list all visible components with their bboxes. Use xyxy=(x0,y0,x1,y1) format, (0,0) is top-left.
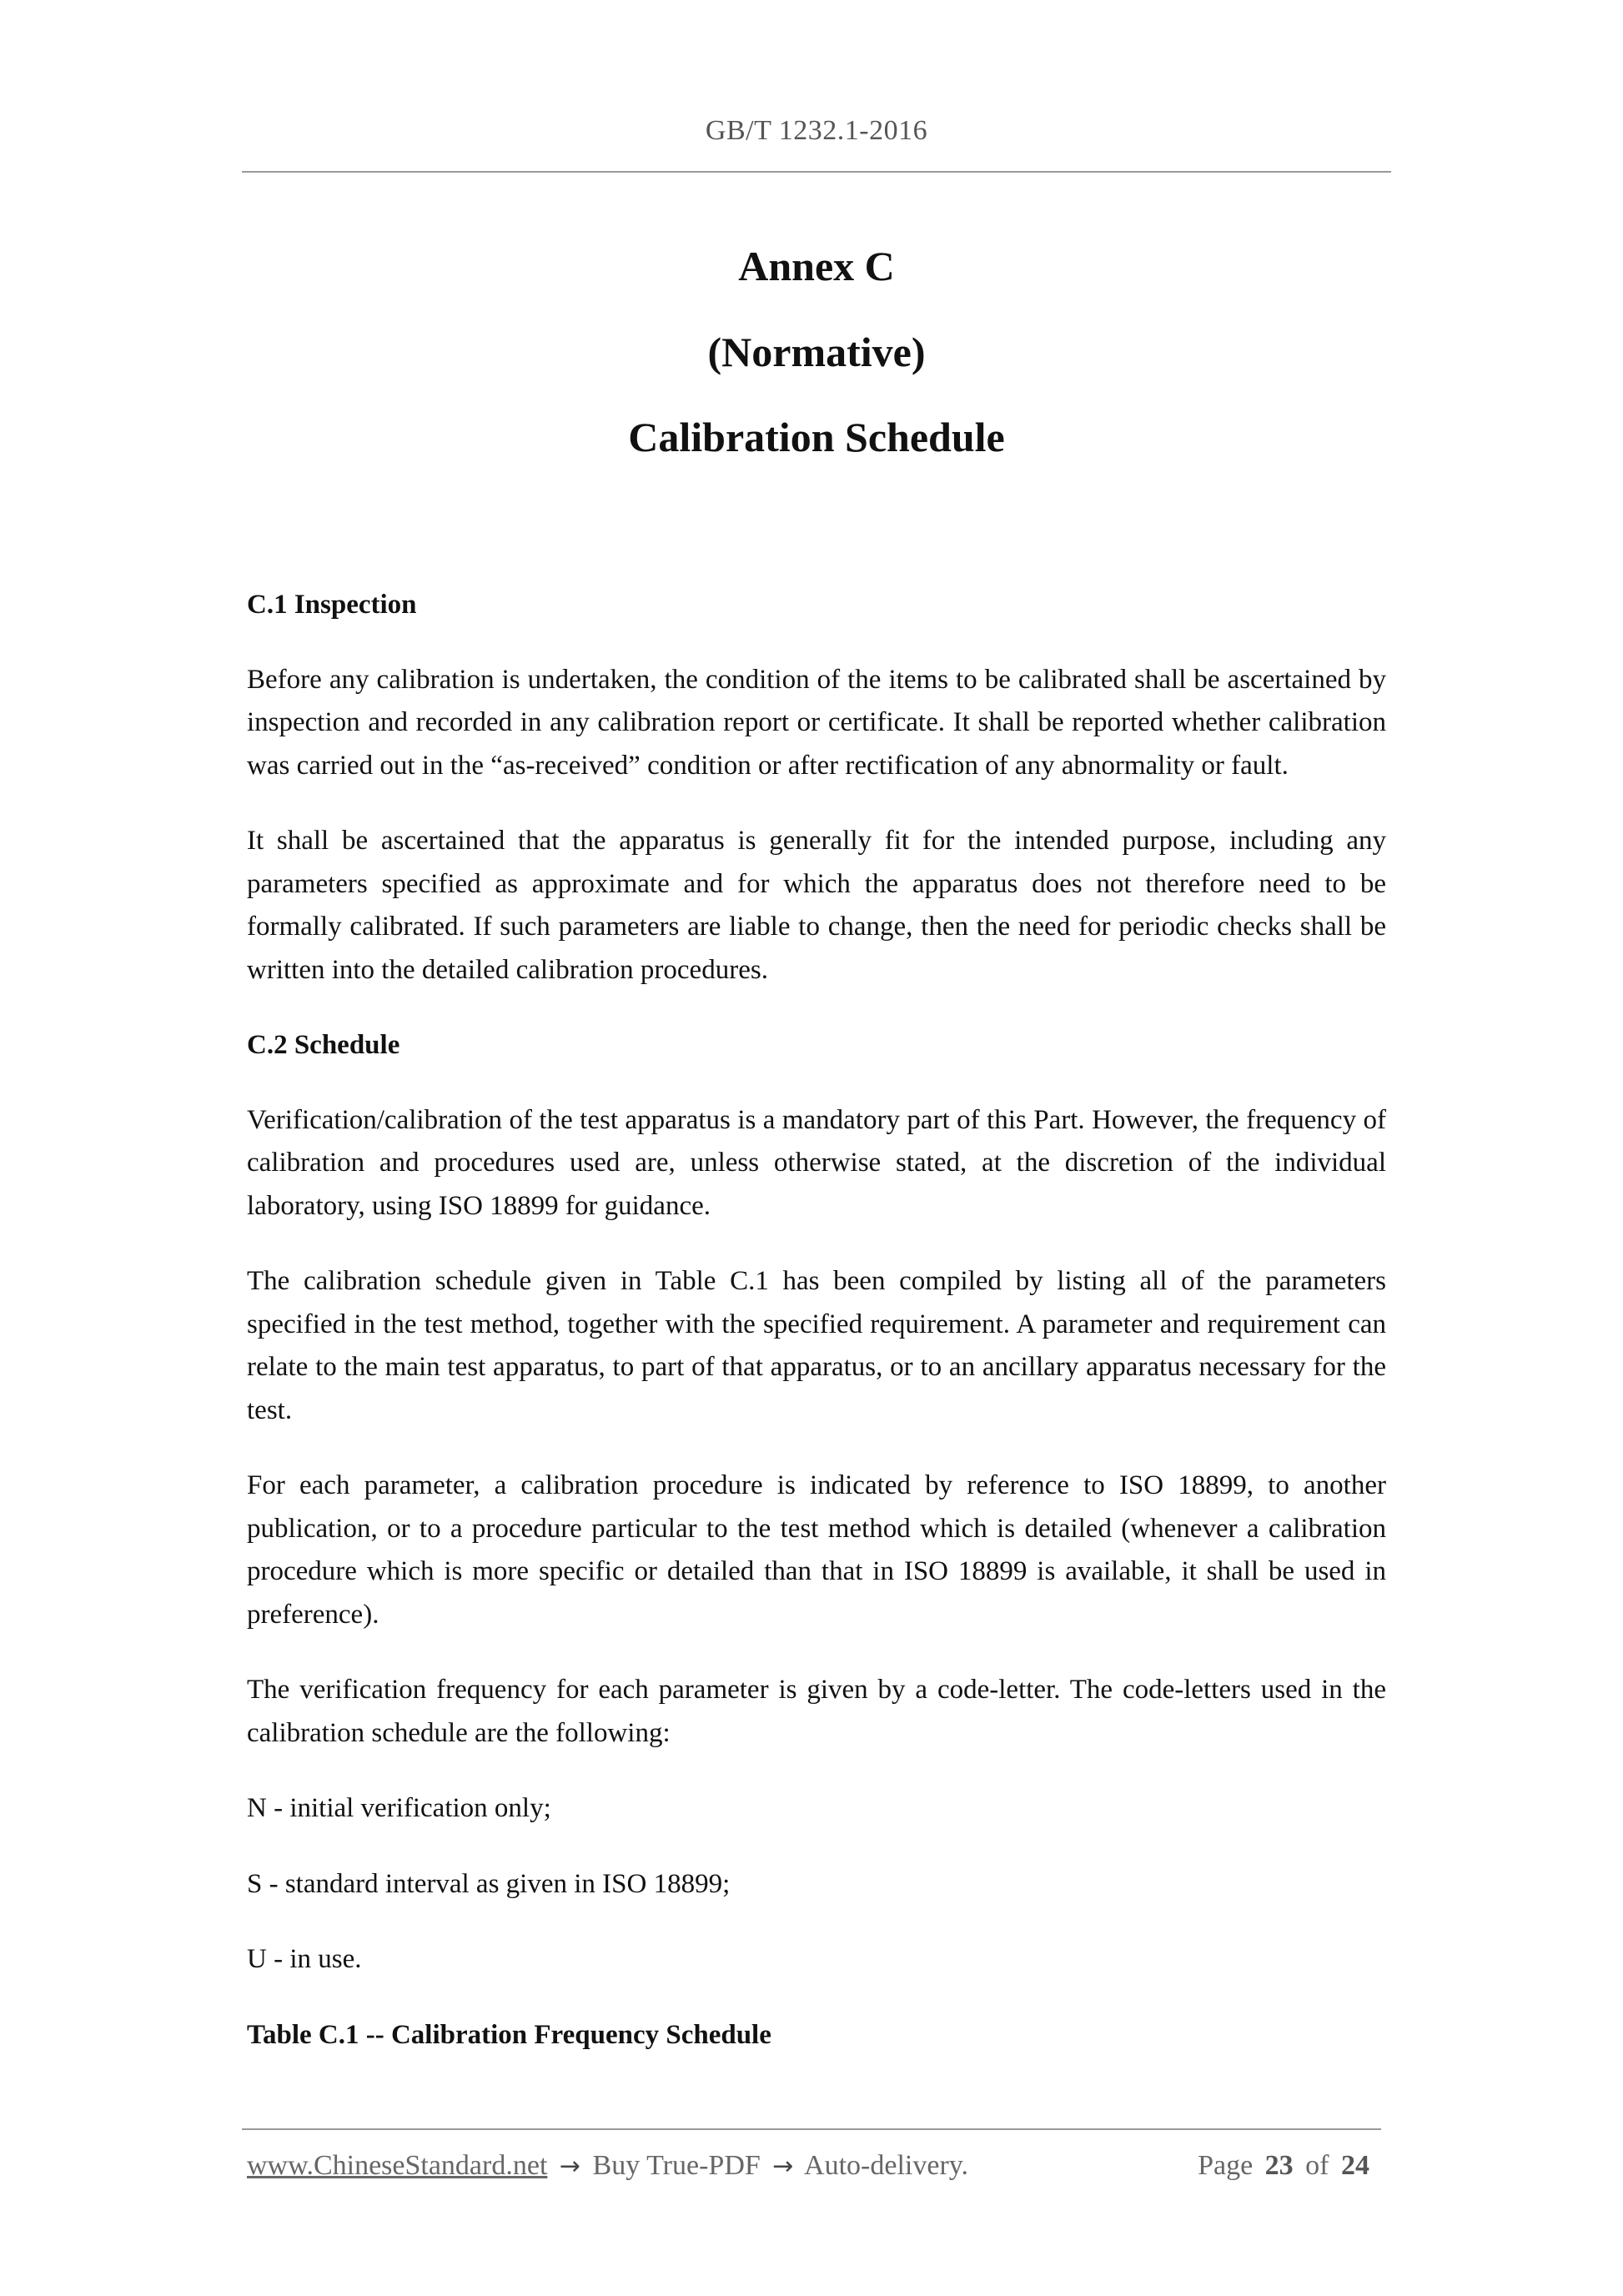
footer-step-buy: Buy True-PDF xyxy=(592,2150,761,2181)
total-pages: 24 xyxy=(1341,2150,1369,2181)
annex-title: Annex C xyxy=(738,243,895,289)
paragraph: Before any calibration is undertaken, the condition of the items to be calibrated shall be ascertained by inspection and recorded in any calibration report or certificate. It shall be reported whether calibration was carried out in the “as-received” condition or after rectification of any abnormality or fault. xyxy=(247,664,1386,781)
arrow-right-icon: → xyxy=(772,2152,794,2181)
footer-divider xyxy=(242,2128,1381,2130)
annex-status: (Normative) xyxy=(707,329,926,375)
arrow-right-icon: → xyxy=(559,2152,581,2181)
of-label: of xyxy=(1305,2150,1329,2181)
paragraph: The calibration schedule given in Table C.1 has been compiled by listing all of the parameters specified in the test method, together with the specified requirement. A parameter and requirement can relate to the main test apparatus, to part of that apparatus, or to an ancillary apparatus necessary for the test. xyxy=(247,1266,1386,1425)
code-letter-item: U - in use. xyxy=(247,1944,362,1974)
page-footer xyxy=(247,2150,1374,2182)
annex-subject: Calibration Schedule xyxy=(628,414,1005,460)
page-number xyxy=(1198,2150,1374,2182)
code-letter-item: N - initial verification only; xyxy=(247,1793,551,1823)
current-page: 23 xyxy=(1264,2150,1294,2181)
page-header-standard-code: GB/T 1232.1-2016 xyxy=(705,115,928,146)
section-heading-c1: C.1 Inspection xyxy=(247,590,417,620)
code-letter-item: S - standard interval as given in ISO 18899; xyxy=(247,1868,731,1899)
page-label: Page xyxy=(1198,2150,1254,2181)
footer-step-delivery: Auto-delivery. xyxy=(804,2150,969,2181)
paragraph: The verification frequency for each parameter is given by a code-letter. The code-letters used in the calibration schedule are the following: xyxy=(247,1675,1386,1748)
paragraph: For each parameter, a calibration procedure is indicated by reference to ISO 18899, to another publication, or to a procedure particular to the test method which is detailed (whenever a calibration procedure which is more specific or detailed than that in ISO 18899 is available, it shall be used in preference). xyxy=(247,1470,1386,1630)
document-body xyxy=(247,584,1386,2057)
header-divider xyxy=(242,171,1391,173)
site-link[interactable]: www.ChineseStandard.net xyxy=(247,2150,548,2181)
section-heading-c2: C.2 Schedule xyxy=(247,1030,400,1060)
paragraph: Verification/calibration of the test apparatus is a mandatory part of this Part. However, the frequency of calibration and procedures used are, unless otherwise stated, at the discretion of the individual laboratory, using ISO 18899 for guidance. xyxy=(247,1104,1386,1221)
table-caption: Table C.1 -- Calibration Frequency Schedule xyxy=(247,2019,771,2050)
paragraph: It shall be ascertained that the apparatus is generally fit for the intended purpose, including any parameters specified as approximate and for which the apparatus does not therefore need to be formally calibrated. If such parameters are liable to change, then the need for periodic checks shall be written into the detailed calibration procedures. xyxy=(247,826,1386,985)
